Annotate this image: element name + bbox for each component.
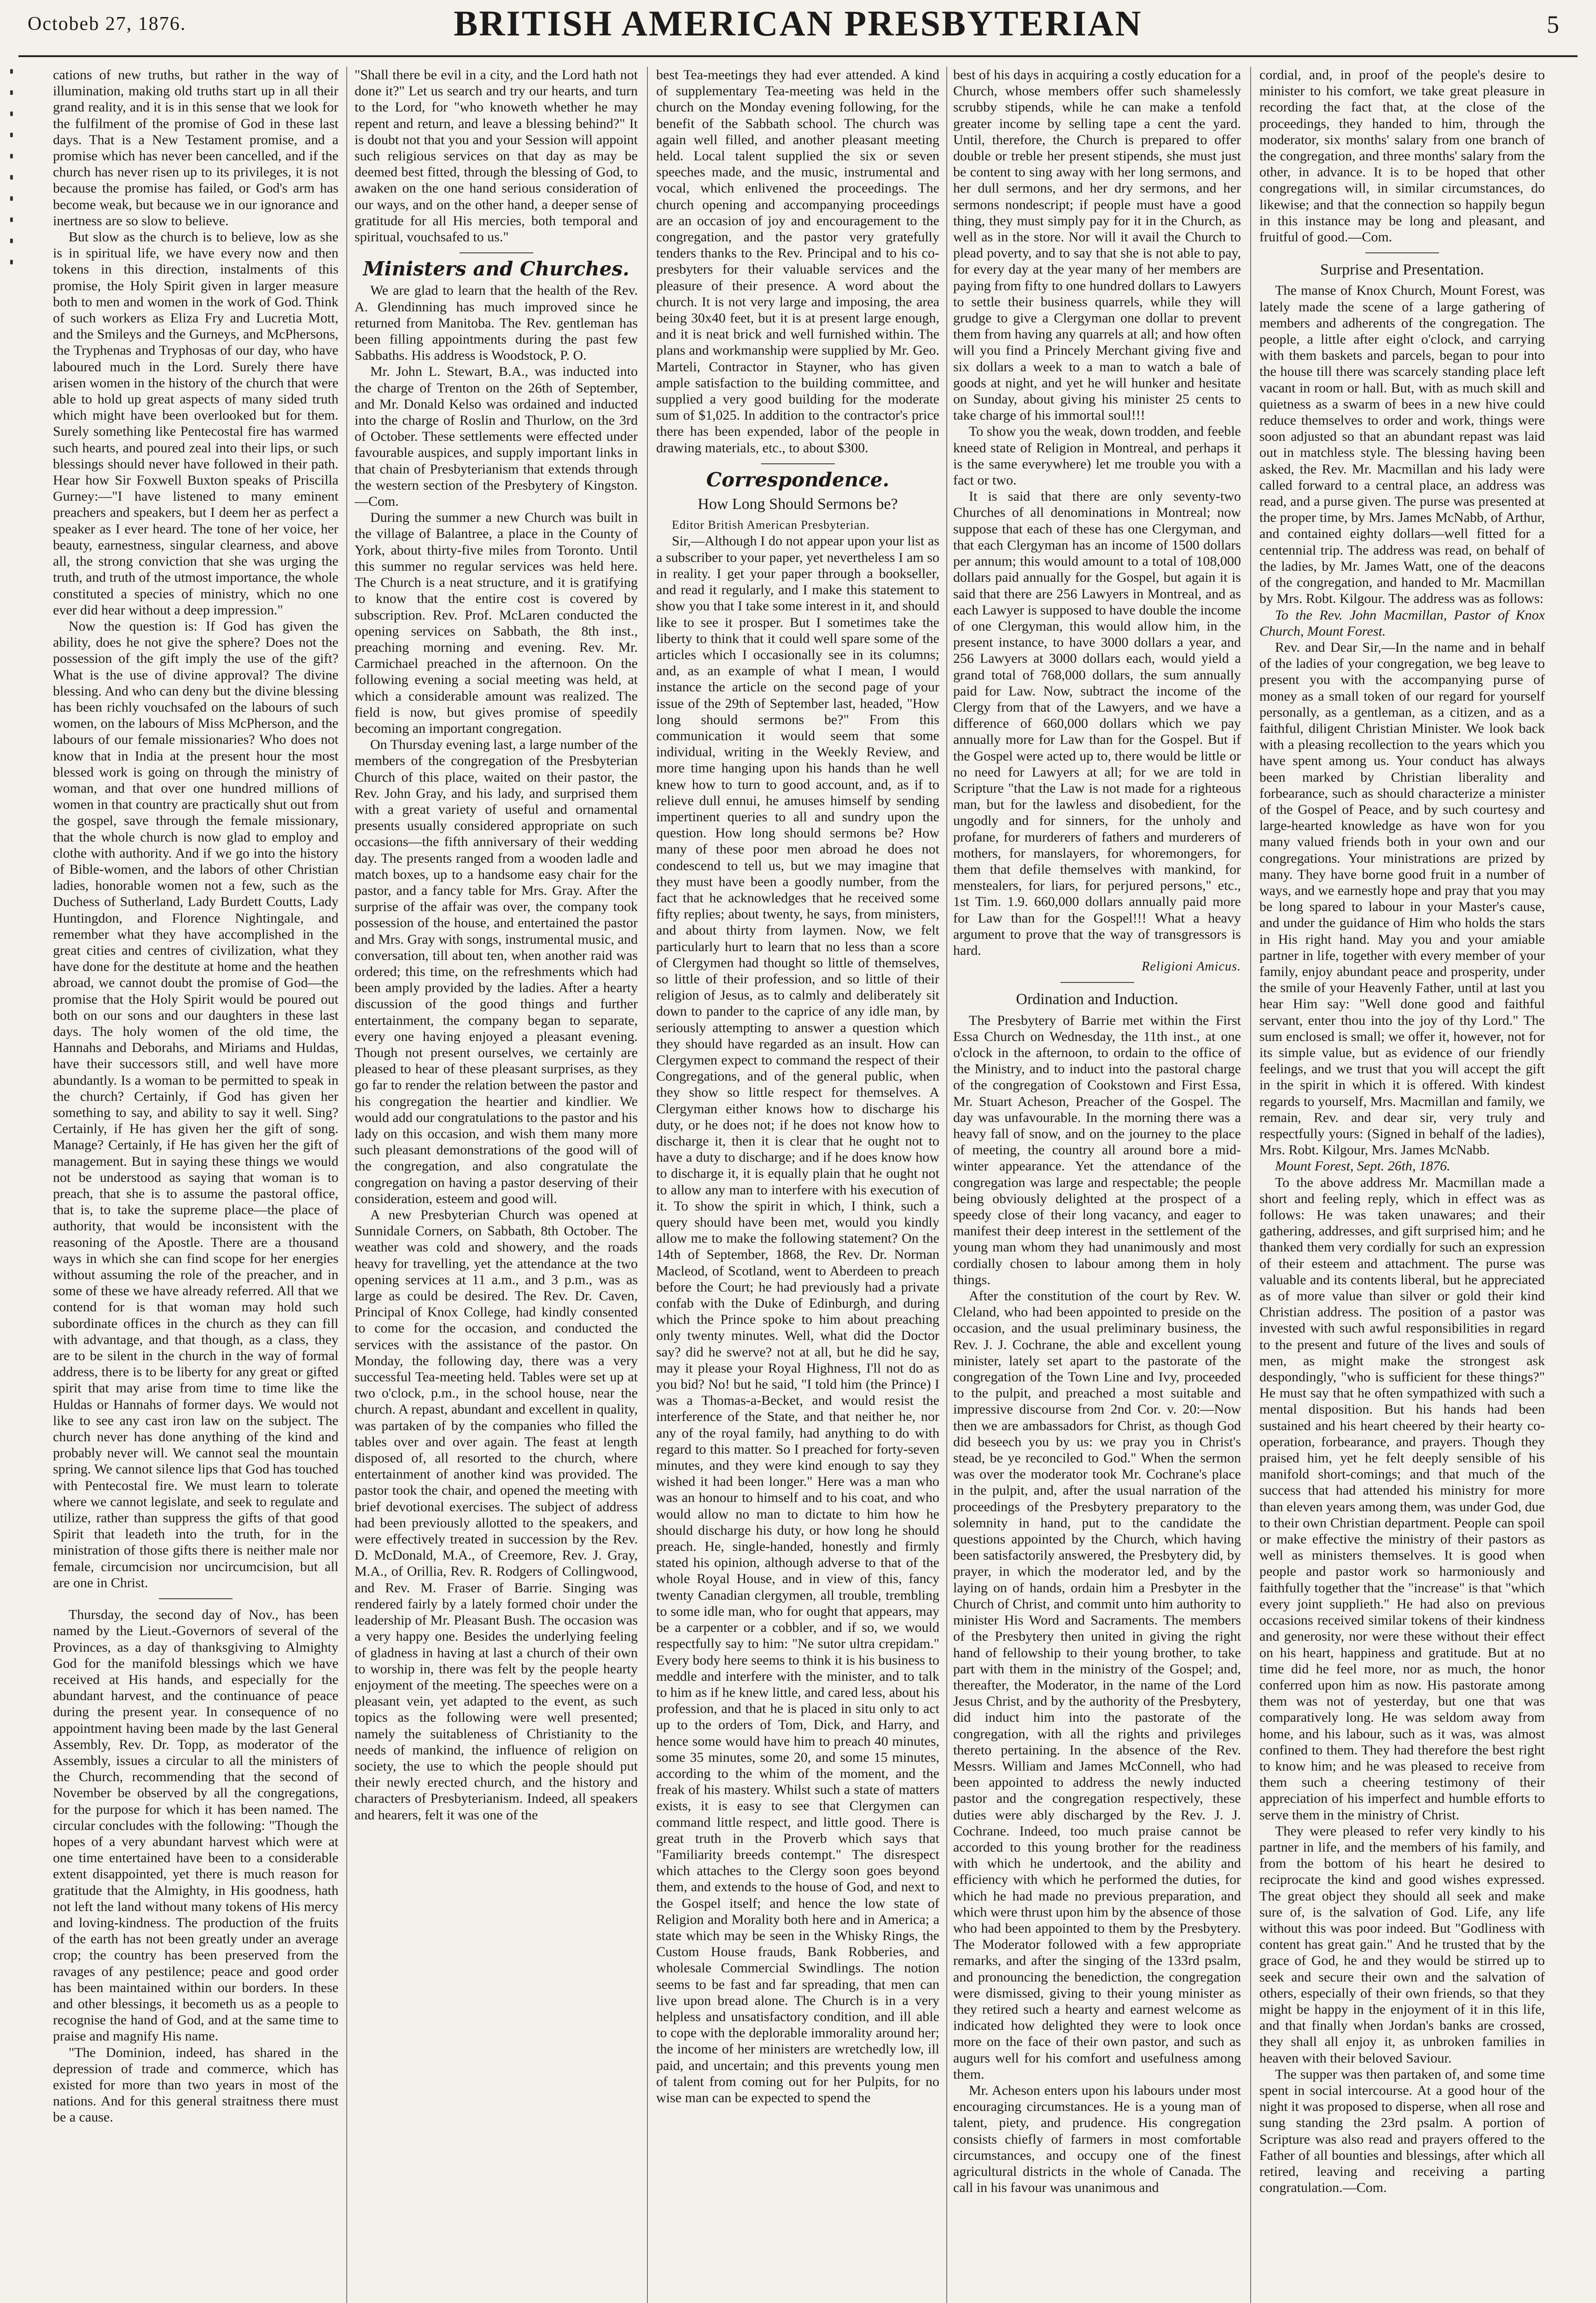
letter-paragraph: To show you the weak, down trodden, and feeble kneed state of Religion in Montreal, and perhaps it is the same everywhere) let me trouble you with a fact or two. xyxy=(953,424,1241,488)
letter-title: How Long Should Sermons be? xyxy=(698,496,898,513)
section-heading-ministers-churches: Ministers and Churches. xyxy=(363,257,629,281)
article-separator xyxy=(460,252,533,253)
letter-signature: Religioni Amicus. xyxy=(1142,959,1241,974)
news-item: We are glad to learn that the health of the Rev. A. Glendinning has much improved since he returned from Manitoba. The Rev. gentleman has been filling appointments during the past few Sabbaths. His address is Woodstock, P. O. xyxy=(355,283,638,363)
news-item: A new Presbyterian Church was opened at Sunnidale Corners, on Sabbath, 8th October. The weather was cold and showery, and the roads heavy for travelling, yet the attendance at the two opening services at 11 a.m., and 3 p.m., was as large as could be desired. The Rev. Dr. Caven, Principal of Knox College, had kindly consented to come for the occasion, and conducted the services with the assistance of the pastor. On Monday, the following day, there was a very successful Tea-meeting held. Tables were set up at two o'clock, p.m., in the school house, near the church. A repast, abundant and excellent in quality, was partaken of by the companies who filled the tables over and over again. The feast at length disposed of, all resorted to the church, where entertainment of another kind was provided. The pastor took the chair, and opened the meeting with brief devotional exercises. The subject of address had been previously allotted to the speakers, and were effectively treated in succession by the Rev. D. McDonald, M.A., of Creemore, Rev. J. Gray, M.A., of Orillia, Rev. R. Rodgers of Collingwood, and Rev. M. Fraser of Barrie. Singing was rendered fairly by a lately formed choir under the leadership of Mr. Pleasant Bush. The occasion was a very happy one. Besides the underlying feeling of gladness in having at last a church of their own to worship in, there was felt by the people hearty enjoyment of the meeting. The speeches were on a pleasant vein, yet adapted to the event, as such topics as the following were well presented; namely the suitableness of Christianity to the needs of mankind, the influence of religion on society, the use to which the people should put their newly erected church, and the history and characters of Presbyterianism. Indeed, all speakers and hearers, felt it was one of the xyxy=(355,1207,638,1823)
newspaper-title: BRITISH AMERICAN PRESBYTERIAN xyxy=(454,3,1142,43)
address-dateline: Mount Forest, Sept. 26th, 1876. xyxy=(1275,1158,1450,1174)
article-paragraph: cordial, and, in proof of the people's desire to minister to his comfort, we take great pleasure in recording the fact that, at the close of the proceedings, they handed to him, through the moderator, six months' salary from one branch of the congregation, and three months' salary from the other, in advance. It is to be hoped that other congregations will, in similar circumstances, do likewise; and that the connection so happily begun in this instance may be long and pleasant, and fruitful of good.—Com. xyxy=(1259,67,1545,245)
news-item: best Tea-meetings they had ever attended. A kind of supplementary Tea-meeting was held in the church on the Monday evening following, for the benefit of the Sabbath school. The church was again well filled, and another pleasant meeting held. Local talent supplied the six or seven speeches made, and the music, instrumental and vocal, which enlivened the proceedings. The church opening and accompanying proceedings are an occasion of joy and encouragement to the congregation, and the pastor very gratefully tenders thanks to the Rev. Principal and to his co-presbyters for their valuable services and the pleasure of their presence. A word about the church. It is not very large and imposing, the area being 30x40 feet, but it is at present large enough, and it is neat brick and well furnished within. The plans and workmanship were supplied by Mr. Geo. Marteli, Contractor in Stayner, who has given ample satisfaction to the building committee, and supplied a very good building for the moderate sum of $1,025. In addition to the contractor's price there has been expended, labor of the people in drawing materials, etc., to about $300. xyxy=(656,67,939,456)
column-4 xyxy=(953,67,1241,2303)
address-heading: To the Rev. John Macmillan, Pastor of Knox Church, Mount Forest. xyxy=(1259,607,1545,639)
margin-mark xyxy=(10,154,13,158)
masthead xyxy=(0,0,1596,69)
column-rule xyxy=(647,67,648,2303)
margin-marks xyxy=(4,69,22,299)
article-title-surprise: Surprise and Presentation. xyxy=(1320,261,1484,279)
margin-mark xyxy=(10,196,13,201)
article-paragraph: After the constitution of the court by Rev. W. Cleland, who had been appointed to preside on the occasion, and the usual preliminary business, the Rev. J. J. Cochrane, the able and excellent young minister, lately set apart to the pastorate of the congregation of the Town Line and Ivy, proceeded to the pulpit, and preached a most suitable and impressive discourse from 2nd Cor. v. 20:—Now then we are ambassadors for Christ, as though God did beseech you by us: we pray you in Christ's stead, be ye reconciled to God." When the sermon was over the moderator took Mr. Cochrane's place in the pulpit, and, after the usual narration of the proceedings of the Presbytery preparatory to the solemnity in hand, put to the candidate the questions appointed by the Church, which having been satisfactorily answered, the Presbytery did, by prayer, in which the moderator led, and by the laying on of hands, ordain him a Presbyter in the Church of Christ, and commit unto him authority to minister His Word and Sacraments. The members of the Presbytery then united in giving the right hand of fellowship to their young brother, to take part with them in the ministry of the Gospel; and, thereafter, the Moderator, in the name of the Lord Jesus Christ, and by the authority of the Presbytery, did induct him into the pastorate of the congregation, with all the rights and privileges thereto pertaining. In the absence of the Rev. Messrs. William and James McConnell, who had been appointed to address the newly inducted pastor and the congregation respectively, these duties were ably discharged by the Rev. J. J. Cochrane. Indeed, too much praise cannot be accorded to this young brother for the readiness with which he undertook, and the ability and efficiency with which he performed the duties, for which he had made no previous preparation, and which were thrust upon him by the absence of those who had been appointed to them by the Presbytery. The Moderator followed with a few appropriate remarks, and after the singing of the 133rd psalm, and pronouncing the benediction, the congregation were dismissed, giving to their young minister as they retired such a hearty and earnest welcome as indicated how delighted they were to look once more on the face of their own pastor, and such as augurs well for his comfort and usefulness among them. xyxy=(953,1288,1241,2082)
margin-mark xyxy=(10,217,13,222)
margin-mark xyxy=(10,69,13,74)
column-5 xyxy=(1259,67,1545,2303)
column-rule xyxy=(346,67,347,2303)
margin-mark xyxy=(10,90,13,95)
thanksgiving-paragraph: Thursday, the second day of Nov., has been named by the Lieut.-Governors of several of the Provinces, as a day of thanksgiving to Almighty God for the manifold blessings which we have received at His hands, and especially for the abundant harvest, and the continuance of peace during the present year. In consequence of no appointment having been made by the last General Assembly, Rev. Dr. Topp, as moderator of the Assembly, issues a circular to all the ministers of the Church, recommending that the second of November be observed by all the congregations, for the purpose for which it has been named. The circular concludes with the following: "Though the hopes of a very abundant harvest which were at one time entertained have been to a considerable extent disappointed, yet there is much reason for gratitude that the Almighty, in His goodness, hath not left the land without many tokens of His mercy and loving-kindness. The production of the fruits of the earth has not been greatly under an average crop; the country has been preserved from the ravages of any pestilence; peace and good order has been maintained within our borders. In these and other blessings, it becometh us as a people to recognise the hand of God, and at the same time to praise and magnify His name. xyxy=(53,1607,338,2044)
margin-mark xyxy=(10,175,13,180)
news-item: Mr. John L. Stewart, B.A., was inducted into the charge of Trenton on the 26th of September, and Mr. Donald Kelso was ordained and inducted into the charge of Roslin and Thurlow, on the 3rd of October. These settlements were effected under favourable auspices, and supply important links in that chain of Presbyterianism that extends through the western section of the Presbytery of Kingston.—Com. xyxy=(355,364,638,509)
article-paragraph: cations of new truths, but rather in the way of illumination, making old truths start up in all their grand reality, and it is in this sense that we look for the fulfilment of the promise of God in these last days. That is a New Testament promise, and a promise which has never been cancelled, and if the church has never risen up to its privileges, it is not because the promise has failed, or God's arm has become weak, but because we in our ignorance and inertness are so slow to believe. xyxy=(53,67,338,228)
letter-salutation: Editor British American Presbyterian. xyxy=(672,518,870,532)
column-3 xyxy=(656,67,939,2303)
article-paragraph: The manse of Knox Church, Mount Forest, was lately made the scene of a large gathering of members and adherents of the congregation. The people, a little after eight o'clock, and carrying with them baskets and parcels, began to pour into the house till there was scarcely standing place left vacant in room or hall. But, with as much skill and quietness as a swarm of bees in a new hive could reduce themselves to order and work, things were soon adjusted so that an abundant repast was laid out in matchless style. The blessing having been asked, the Rev. Mr. Macmillan and his lady were called forward to a central place, an address was read, and a purse given. The purse was presented at the proper time, by Mrs. James McNabb, of Arthur, and contained eighty dollars—well fitted for a centennial trip. The address was read, on behalf of the ladies, by Mr. James Watt, one of the deacons of the congregation, and handed to Mr. Macmillan by Mrs. Robt. Kilgour. The address was as follows: xyxy=(1259,283,1545,607)
article-title-ordination: Ordination and Induction. xyxy=(1016,991,1178,1008)
letter-paragraph: It is said that there are only seventy-two Churches of all denominations in Montreal; now suppose that each of these has one Clergyman, and that each Clergyman has an income of 1500 dollars per annum; this would amount to a total of 108,000 dollars paid annually for the Gospel, but again it is said that there are 256 Lawyers in Montreal, and as each Lawyer is supposed to have double the income of one Clergyman, this would allow him, in the present instance, to have 3000 dollars a year, and 256 Lawyers at 3000 dollars each, would yield a grand total of 768,000 dollars, the sum annually paid for Law. Now, subtract the income of the Clergy from that of the Lawyers, and we have a difference of 660,000 dollars which we pay annually more for Law than for the Gospel. But if the Gospel were acted up to, there would be little or no need for Lawyers at all; for we are told in Scripture "that the Law is not made for a righteous man, but for the lawless and disobedient, for the ungodly and for sinners, for the unholy and profane, for murderers of fathers and murderers of mothers, for manslayers, for whoremongers, for them that defile themselves with mankind, for menstealers, for liars, for perjured persons," etc., 1st Tim. 1.9. 660,000 dollars annually paid more for Law than for the Gospel!!! What a heavy argument to prove that the way of transgressors is hard. xyxy=(953,489,1241,958)
column-rule xyxy=(1250,67,1251,2303)
news-item: During the summer a new Church was built in the village of Balantree, a place in the County of York, about thirty-five miles from Toronto. Until this summer no regular services was held here. The Church is a neat structure, and it is gratifying to know that the entire cost is covered by subscription. Rev. Prof. McLaren conducted the opening services on Sabbath, the 8th inst., preaching morning and evening. Rev. Mr. Carmichael preached in the afternoon. On the following evening a social meeting was held, at which a considerable amount was realized. The field is now, but gives promise of speedily becoming an important congregation. xyxy=(355,510,638,736)
article-separator xyxy=(1365,252,1439,253)
address-paragraph: Rev. and Dear Sir,—In the name and in behalf of the ladies of your congregation, we beg leave to present you with the accompanying purse of money as a small token of our regard for yourself personally, as a gentleman, as a citizen, and as a faithful, diligent Christian Minister. We look back with a pleasing recollection to the years which you have spent among us. Your conduct has always been marked by Christian liberality and forbearance, such as should characterize a minister of the Gospel of Peace, and by such courtesy and large-hearted knowledge as have won for you many valued friends both in your own and our congregations. Your ministrations are prized by many. They have borne good fruit in a number of ways, and we earnestly hope and pray that you may be long spared to labour in your Master's cause, and under the guidance of Him who holds the stars in His right hand. May you and your amiable partner in life, together with every member of your family, enjoy abundant peace and prosperity, under the smile of your Heavenly Father, until at last you hear Him say: "Well done good and faithful servant, enter thou into the joy of thy Lord." The sum enclosed is small; we offer it, however, not for its simple value, but as evidence of our friendly feelings, and we trust that you will accept the gift in the spirit in which it is offered. With kindest regards to yourself, Mrs. Macmillan and family, we remain, Rev. and dear sir, very truly and respectfully yours: (Signed in behalf of the ladies), Mrs. Robt. Kilgour, Mrs. James McNabb. xyxy=(1259,639,1545,1158)
article-paragraph: To the above address Mr. Macmillan made a short and feeling reply, which in effect was as follows: He was taken unawares; and their gathering, addresses, and gift surprised him; and he thanked them very cordially for such an expression of their esteem and attachment. The purse was valuable and its contents liberal, but he appreciated as of more value than silver or gold their kind Christian address. The position of a pastor was invested with such awful responsibilities in regard to the present and future of the lives and souls of men, as might make the strongest ask despondingly, "who is sufficient for these things?" He must say that he often sympathized with such a mental disposition. But his hands had been sustained and his heart cheered by their hearty co-operation, forbearance, and prayers. Though they praised him, yet he felt deeply sensible of his manifold short-comings; and that much of the success that had attended his ministry for more than eleven years among them, was under God, due to their own Christian department. People can spoil or make effective the ministry of their pastors as well as ministers themselves. It is good when people and pastor work so harmoniously and faithfully together that the "increase" is that "which every joint supplieth." He had also on previous occasions received similar tokens of their kindness and generosity, nor were these without their effect on his heart, happiness and gratitude. But at no time did he feel more, nor as much, the honor conferred upon him as now. His pastorate among them was not of yesterday, but one that was comparatively long. He was seldom away from home, and his labour, such as it was, was almost confined to them. They had therefore the best right to know him; and he was pleased to receive from them such a cheering testimony of their appreciation of his imperfect and humble efforts to serve them in the ministry of Christ. xyxy=(1259,1175,1545,1823)
letter-paragraph: best of his days in acquiring a costly education for a Church, whose members offer such shamelessly scrubby stipends, while he can make a tenfold greater income by selling tape a cent the yard. Until, therefore, the Church is prepared to offer double or treble her present stipends, she must just be content to sing away with her long sermons, and her dull sermons, and her dry sermons, and her sermons nondescript; if people must have a good thing, they must simply pay for it in the Church, as well as in the store. Nor will it avail the Church to plead poverty, and to say that she is not able to pay, for every day at the year many of her members are paying from fifty to one hundred dollars to Lawyers to settle their business quarrels, while they will grudge to give a Clergyman one dollar to prevent them from having any quarrels at all; and how often will you find a Princely Merchant giving five and six dollars a week to a man to watch a bale of goods at night, and yet he will hunker and hesitate on Sunday, about giving his minister 25 cents to take charge of his immortal soul!!! xyxy=(953,67,1241,423)
article-paragraph: But slow as the church is to believe, low as she is in spiritual life, we have every now and then tokens in this direction, instalments of this promise, the Holy Spirit given in larger measure both to men and women in the work of God. Think of such workers as Eliza Fry and Lucretia Mott, and the Smileys and the Gurneys, and McPhersons, the Tryphenas and Tryphosas of our day, who have laboured much in the Lord. Surely there have arisen women in the history of the church that were able to hold up great aspects of many sided truth which might have been overlooked but for them. Surely something like Pentecostal fire has warmed such hearts, and poured zeal into their lips, or such blessings should never have followed in their path. Hear how Sir Foxwell Buxton speaks of Priscilla Gurney:—"I have listened to many eminent preachers and speakers, but I deem her as perfect a speaker as I ever heard. The tone of her voice, her beauty, earnestness, singular clearness, and above all, the strong conviction that she was urging the truth, and truth of the utmost importance, the whole constituted a species of ministry, which no one ever did hear without a deep impression." xyxy=(53,229,338,618)
margin-mark xyxy=(10,260,13,264)
article-separator xyxy=(159,1598,233,1599)
section-heading-correspondence: Correspondence. xyxy=(706,468,890,491)
issue-date: Octobeb 27, 1876. xyxy=(28,13,186,35)
column-1 xyxy=(53,67,338,2303)
article-separator xyxy=(761,463,835,464)
margin-mark xyxy=(10,239,13,243)
letter-paragraph: Sir,—Although I do not appear upon your list as a subscriber to your paper, yet nevertheless I am so in reality. I get your paper through a bookseller, and read it regularly, and I make this statement to show you that I take some interest in it, and should like to see it prosper. But I sometimes take the liberty to think that it could well spare some of the articles which I occasionally see in its columns; and, as an example of what I mean, I would instance the article on the second page of your issue of the 29th of September last, headed, "How long should sermons be?" From this communication it would seem that some individual, writing in the Weekly Review, and more time hanging upon his hands than he well knew how to turn to good account, and, as if to relieve dull ennui, he amuses himself by sending impertinent queries to all and sundry upon the question. How long should sermons be? How many of these poor men abroad he does not condescend to tell us, but we may imagine that they must have been a goodly number, from the fact that he acknowledges that he received some fifty replies; about twenty, he says, from ministers, and about thirty from laymen. Now, we felt particularly hurt to learn that no less than a score of Clergymen had thought so little of themselves, so little of their profession, and so little of their religion of Jesus, as to calmly and deliberately sit down to pander to the caprice of any idle man, by seriously attempting to answer a question which they should have regarded as an insult. How can Clergymen expect to command the respect of their Congregations, and of the general public, when they show so little respect for themselves. A Clergyman either knows how to discharge his duty, or he does not; if he does not know how to discharge it, then it is clear that he ought not to have a duty to discharge; and if he does know how to discharge it, it is equally plain that he ought not to allow any man to interfere with his execution of it. To show the spirit in which, I think, such a query should have been met, would you kindly allow me to make the following statement? On the 14th of September, 1868, the Rev. Dr. Norman Macleod, of Scotland, went to Aberdeen to preach before the Court; he had previously had a private confab with the Duke of Edinburgh, and during which the Prince spoke to him about preaching only twenty minutes. Well, what did the Doctor say? did he swerve? not at all, but he did he say, may it please your Royal Highness, I'll not do as you bid? No! but he said, "I told him (the Prince) I was a Thomas-a-Becket, and would resist the interference of the State, and that neither he, nor any of the royal family, had anything to do with regard to this matter. So I preached for forty-seven minutes, and they were kind enough to say they wished it had been longer." Here was a man who was an honour to himself and to his coat, and who would allow no man to dictate to him how he should discharge his duty, or how long he should preach. He, single-handed, honestly and firmly stated his opinion, although adverse to that of the whole Royal House, and in view of this, fancy twenty Canadian clergymen, all trouble, trembling to some idle man, who for ought that appears, may be a carpenter or a cobbler, and if so, we would respectfully say to him: "Ne sutor ultra crepidam." Every body here seems to think it is his business to meddle and interfere with the minister, and to talk to him as if he knew little, and cared less, about his profession, and that he is placed in situ only to act up to the orders of Tom, Dick, and Harry, and hence some would have him to preach 40 minutes, some 35 minutes, some 20, and some 15 minutes, according to the whim of the moment, and the freak of his mastery. Whilst such a state of matters exists, it is easy to see that Clergymen can command little respect, and little good. There is great truth in the Proverb which says that "Familiarity breeds contempt." The disrespect which attaches to the Clergy soon goes beyond them, and extends to the house of God, and next to the Gospel itself; and hence the low state of Religion and Morality both here and in America; a state which may be seen in the Whisky Rings, the Custom House frauds, Bank Robberies, and wholesale Commercial Swindlings. The notion seems to be fast and far spreading, that men can live upon bread alone. The Church is in a very helpless and unsatisfactory condition, and ill able to cope with the deplorable immorality around her; the income of her ministers are wretchedly low, ill paid, and uncertain; and this prevents young men of talent from coming out for her Pulpits, for no wise man can be expected to spend the xyxy=(656,533,939,2105)
article-paragraph: Mr. Acheson enters upon his labours under most encouraging circumstances. He is a young man of talent, piety, and prudence. His congregation consists chiefly of farmers in most comfortable circumstances, and occupy one of the finest agricultural districts in the whole of Canada. The call in his favour was unanimous and xyxy=(953,2082,1241,2196)
margin-mark xyxy=(10,133,13,137)
column-rule xyxy=(946,67,947,2303)
thanksgiving-paragraph: "The Dominion, indeed, has shared in the depression of trade and commerce, which has existed for more than two years in most of the nations. And for this general straitness there must be a cause. xyxy=(53,2045,338,2125)
article-paragraph: The supper was then partaken of, and some time spent in social intercourse. At a good hour of the night it was proposed to disperse, when all rose and sung standing the 23rd psalm. A portion of Scripture was also read and prayers offered to the Father of all bounties and blessings, after which all retired, leaving and receiving a parting congratulation.—Com. xyxy=(1259,2066,1545,2196)
article-paragraph: Now the question is: If God has given the ability, does he not give the sphere? Does not the possession of the gift imply the use of the gift? What is the use of divine approval? The divine blessing. And who can deny but the divine blessing has been richly vouchsafed on the labours of such women, on the labours of Miss McPherson, and the labours of our female missionaries? Who does not know that in India at the present hour the most blessed work is going on through the ministry of woman, and that over one hundred millions of women in that country are practically shut out from the gospel, save through the female missionary, that the whole church is now glad to employ and clothe with authority. And if we go into the history of Bible-women, and the labors of other Christian ladies, honorable women not a few, such as the Duchess of Sutherland, Lady Burdett Coutts, Lady Huntingdon, and Florence Nightingale, and remember what they have accomplished in the great cities and centres of civilization, what they have done for the destitute at home and the heathen abroad, we cannot doubt the promise of God—the promise that the Holy Spirit would be poured out both on our sons and our daughters in these last days. The holy women of the old time, the Hannahs and Deborahs, and Miriams and Huldas, have their successors still, and well have more abundantly. Is a woman to be permitted to speak in the church? Certainly, if God has given her something to say, and ability to say it well. Sing? Certainly, if He has given her the gift of song. Manage? Certainly, if He has given her the gift of management. But in saying these things we would not be understood as saying that woman is to preach, that she is to assume the pastoral office, that is, to take the supreme place—the place of authority, that would be inconsistent with the reasoning of the Apostle. There are a thousand ways in which she can find scope for her energies without assuming the role of the preacher, and in some of these we have already referred. All that we contend for is that woman may hold such subordinate offices in the church as they can fill with advantage, and that though, as a class, they are to be silent in the church in the way of formal address, there is to be liberty for any great or gifted spirit that may arise from time to time like the Huldas or Hannahs of former days. We would not like to see any cast iron law on the subject. The church never has done anything of the kind and probably never will. We cannot seal the mountain spring. We cannot silence lips that God has touched with Pentecostal fire. We must learn to tolerate where we cannot legislate, and seek to regulate and utilize, rather than suppress the gifts of that good Spirit that leadeth into the truth, for in the ministration of those gifts there is neither male nor female, circumcision nor uncircumcision, but all are one in Christ. xyxy=(53,618,338,1590)
article-paragraph: The Presbytery of Barrie met within the First Essa Church on Wednesday, the 11th inst., at one o'clock in the afternoon, to ordain to the office of the Ministry, and to induct into the pastoral charge of the congregation of Cookstown and First Essa, Mr. Stuart Acheson, Preacher of the Gospel. The day was unfavourable. In the morning there was a heavy fall of snow, and on the journey to the place of meeting, the country all around bore a mid-winter appearance. Yet the attendance of the congregation was large and respectable; the people being obviously delighted at the prospect of a speedy close of their long vacancy, and eager to manifest their deep interest in the settlement of the young man whom they had unanimously and most cordially chosen to labour among them in holy things. xyxy=(953,1012,1241,1287)
masthead-rule xyxy=(18,55,1578,57)
article-separator xyxy=(1060,982,1134,983)
article-paragraph: "Shall there be evil in a city, and the Lord hath not done it?" Let us search and try our hearts, and turn to the Lord, for "who knoweth whether he may repent and return, and leave a blessing behind?" It is doubt not that you and your Session will appoint such religious services on that day as may be deemed best fitted, through the blessing of God, to awaken on the one hand serious consideration of our ways, and on the other hand, a deeper sense of gratitude for all His mercies, both temporal and spiritual, vouchsafed to us." xyxy=(355,67,638,245)
column-2 xyxy=(355,67,638,2303)
news-item: On Thursday evening last, a large number of the members of the congregation of the Presbyterian Church of this place, waited on their pastor, the Rev. John Gray, and his lady, and surprised them with a great variety of useful and ornamental presents usually considered appropriate on such occasions—the fifth anniversary of their wedding day. The presents ranged from a wooden ladle and match boxes, up to a handsome easy chair for the pastor, and a fancy table for Mrs. Gray. After the surprise of the affair was over, the company took possession of the house, and entertained the pastor and Mrs. Gray with songs, instrumental music, and conversation, till about ten, when another raid was ordered; this time, on the refreshments which had been amply provided by the ladies. After a hearty discussion of the good things and further entertainment, the company began to separate, every one having enjoyed a pleasant evening. Though not present ourselves, we certainly are pleased to hear of these pleasant surprises, as they go far to render the relation between the pastor and his congregation the heartier and kindlier. We would add our congratulations to the pastor and his lady on this occasion, and wish them many more such pleasant demonstrations of the good will of the congregation, and also congratulate the congregation on having a pastor deserving of their consideration, esteem and good will. xyxy=(355,737,638,1206)
margin-mark xyxy=(10,111,13,116)
page-number: 5 xyxy=(1547,11,1559,38)
article-paragraph: They were pleased to refer very kindly to his partner in life, and the members of his family, and from the bottom of his heart he desired to reciprocate the kind and good wishes expressed. The great object they should all seek and make sure of, is the salvation of God. Life, any life without this was poor indeed. But "Godliness with content has great gain." And he trusted that by the grace of God, he and they would be stirred up to seek and secure their own and the salvation of others, especially of their own friends, so that they might be happy in the enjoyment of it in this life, and that finally when Jordan's banks are crossed, they shall all enjoy it, as unbroken families in heaven with their beloved Saviour. xyxy=(1259,1823,1545,2066)
